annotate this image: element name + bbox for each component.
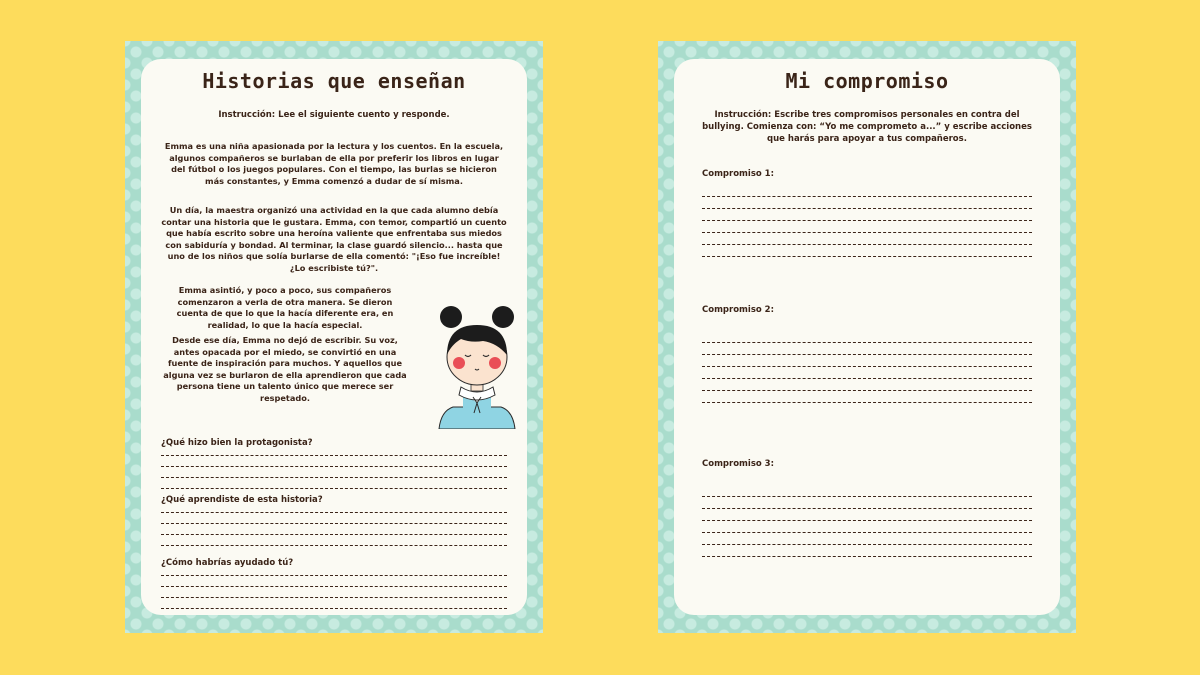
worksheet-title: Historias que enseñan [202, 69, 466, 93]
girl-illustration-icon [431, 299, 523, 429]
commitment-lines-1[interactable] [702, 185, 1032, 257]
answer-lines-2[interactable] [161, 502, 507, 546]
commitment-3-label: Compromiso 3: [702, 459, 774, 469]
story-paragraph-3: Emma asintió, y poco a poco, sus compañeros comenzaron a verla de otra manera. Se dieron cuenta de que lo que la hacía diferente era, en realidad, lo que la hacía especial. [176, 285, 394, 330]
worksheet-paper [141, 59, 527, 615]
worksheet-compromiso [658, 41, 1076, 633]
question-1-label: ¿Qué hizo bien la protagonista? [161, 438, 313, 448]
answer-lines-3[interactable] [161, 565, 507, 609]
answer-lines-1[interactable] [161, 445, 507, 489]
worksheet-instruction: Instrucción: Escribe tres compromisos personales en contra del bullying. Comienza con: “Yo me comprometo a...” y escribe acciones que harás para apoyar a tus compañeros. [702, 110, 1032, 144]
story-paragraph-4: Desde ese día, Emma no dejó de escribir. Su voz, antes opacada por el miedo, se convirtió en una fuente de inspiración para muchos. Y aquellos que alguna vez se burlaron de ella aprendieron que cada persona tiene un talento único que merece ser respetado. [163, 335, 407, 403]
worksheet-paper [674, 59, 1060, 615]
question-2-label: ¿Qué aprendiste de esta historia? [161, 495, 323, 505]
worksheet-title: Mi compromiso [785, 69, 949, 93]
worksheet-instruction: Instrucción: Lee el siguiente cuento y responde. [218, 110, 450, 120]
story-paragraph-1: Emma es una niña apasionada por la lectura y los cuentos. En la escuela, algunos compañeros se burlaban de ella por preferir los libros en lugar del fútbol o los juegos populares. Con el tiempo, las burlas se hicieron más constantes, y Emma comenzó a dudar de sí misma. [164, 141, 504, 186]
commitment-lines-3[interactable] [702, 485, 1032, 557]
commitment-1-label: Compromiso 1: [702, 169, 774, 179]
story-paragraph-2: Un día, la maestra organizó una actividad en la que cada alumno debía contar una historia que le gustara. Emma, con temor, compartió un cuento que había escrito sobre una heroína valiente que enfrentaba sus miedos con sabiduría y bondad. Al terminar, la clase guardó silencio... hasta que uno de los niños que solía burlarse de ella comentó: "¡Eso fue increíble! ¿Lo escribiste tú?". [161, 205, 507, 273]
commitment-2-label: Compromiso 2: [702, 305, 774, 315]
question-3-label: ¿Cómo habrías ayudado tú? [161, 558, 294, 568]
commitment-lines-2[interactable] [702, 331, 1032, 403]
worksheet-historias [125, 41, 543, 633]
